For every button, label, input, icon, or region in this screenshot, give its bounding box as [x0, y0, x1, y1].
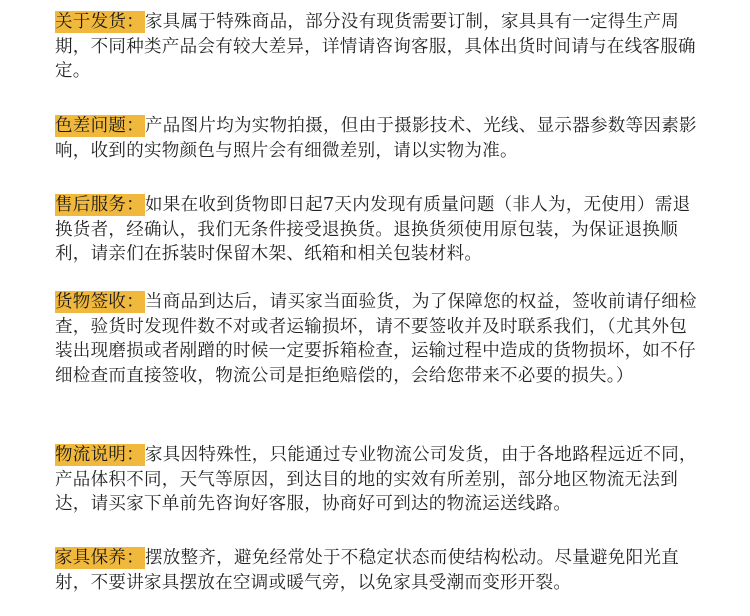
section-text-logistics: 家具因特殊性，只能通过专业物流公司发货，由于各地路程远近不同，产品体积不同，天气等原因，到达目的地的实效有所差别，部分地区物流无法到达，请买家下单前先咨询好客服，协商好可到达的物流运送线路。	[55, 445, 697, 514]
section-text-receipt: 当商品到达后，请买家当面验货，为了保障您的权益，签收前请仔细检查，验货时发现件数不对或者运输损坏，请不要签收并及时联系我们，（尤其外包装出现磨损或者剐蹭的时候一定要拆箱检查，运输过程中造成的货物损坏，如不仔细检查而直接签收，物流公司是拒绝赔偿的，会给您带来不必要的损失。）	[55, 292, 697, 386]
section-text-maintenance: 摆放整齐，避免经常处于不稳定状态而使结构松动。尽量避免阳光直射，不要讲家具摆放在空调或暖气旁，以免家具受潮而变形开裂。	[55, 548, 679, 593]
section-heading-logistics: 物流说明：	[55, 445, 144, 465]
section-text-color-difference: 产品图片均为实物拍摄，但由于摄影技术、光线、显示器参数等因素影响，收到的实物颜色与照片会有细微差别，请以实物为准。	[55, 116, 697, 161]
section-heading-color-difference: 色差问题：	[55, 116, 144, 136]
section-logistics	[55, 443, 703, 517]
section-color-difference	[55, 114, 703, 163]
section-after-sales	[55, 193, 703, 267]
section-text-shipping: 家具属于特殊商品，部分没有现货需要订制，家具具有一定得生产周期，不同种类产品会有较大差异，详情请咨询客服，具体出货时间请与在线客服确定。	[55, 12, 696, 81]
section-receipt	[55, 290, 703, 388]
section-heading-shipping: 关于发货：	[55, 12, 144, 32]
section-heading-after-sales: 售后服务：	[55, 195, 144, 215]
section-heading-receipt: 货物签收：	[55, 292, 144, 312]
section-text-after-sales: 如果在收到货物即日起7天内发现有质量问题（非人为，无使用）需退换货者，经确认，我们无条件接受退换货。退换货须使用原包装，为保证退换顺利，请亲们在拆装时保留木架、纸箱和相关包装材料。	[55, 195, 691, 264]
section-shipping	[55, 10, 703, 84]
section-maintenance	[55, 546, 703, 595]
section-heading-maintenance: 家具保养：	[55, 548, 144, 568]
